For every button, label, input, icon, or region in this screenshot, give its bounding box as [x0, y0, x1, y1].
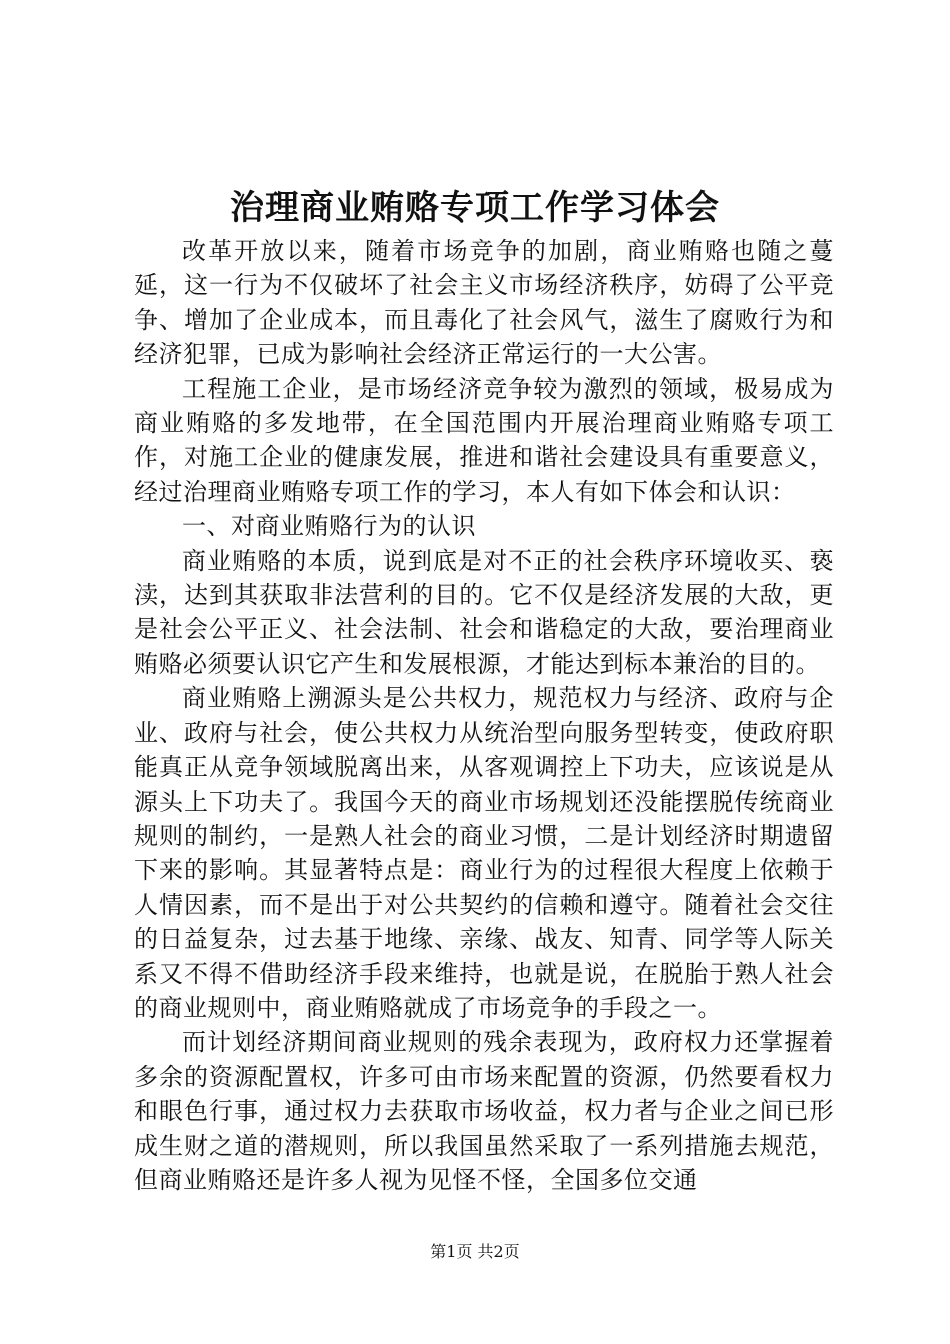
document-title: 治理商业贿赂专项工作学习体会: [230, 188, 720, 228]
paragraph: 工程施工企业，是市场经济竞争较为激烈的领域，极易成为商业贿赂的多发地带，在全国范围内开展治理商业贿赂专项工作，对施工企业的健康发展，推进和谐社会建设具有重要意义，经过治理商业贿赂专项工作的学习，本人有如下体会和认识：: [134, 374, 834, 506]
paragraph: 商业贿赂上溯源头是公共权力，规范权力与经济、政府与企业、政府与社会，使公共权力从统治型向服务型转变，使政府职能真正从竞争领域脱离出来，从客观调控上下功夫，应该说是从源头上下功夫了。我国今天的商业市场规划还没能摆脱传统商业规则的制约，一是熟人社会的商业习惯，二是计划经济时期遗留下来的影响。其显著特点是：商业行为的过程很大程度上依赖于人情因素，而不是出于对公共契约的信赖和遵守。随着社会交往的日益复杂，过去基于地缘、亲缘、战友、知青、同学等人际关系又不得不借助经济手段来维持，也就是说，在脱胎于熟人社会的商业规则中，商业贿赂就成了市场竞争的手段之一。: [134, 684, 834, 1022]
document-body: [134, 234, 834, 1197]
page-footer: 第1页 共2页: [430, 1242, 520, 1261]
paragraph: 而计划经济期间商业规则的残余表现为，政府权力还掌握着多余的资源配置权，许多可由市场来配置的资源，仍然要看权力和眼色行事，通过权力去获取市场收益，权力者与企业之间已形成生财之道的潜规则，所以我国虽然采取了一系列措施去规范，但商业贿赂还是许多人视为见怪不怪，全国多位交通: [134, 1028, 834, 1194]
paragraph: 改革开放以来，随着市场竞争的加剧，商业贿赂也随之蔓延，这一行为不仅破坏了社会主义市场经济秩序，妨碍了公平竞争、增加了企业成本，而且毒化了社会风气，滋生了腐败行为和经济犯罪，已成为影响社会经济正常运行的一大公害。: [134, 237, 834, 369]
section-heading: 一、对商业贿赂行为的认识: [182, 512, 476, 541]
paragraph: 商业贿赂的本质，说到底是对不正的社会秩序环境收买、亵渎，达到其获取非法营利的目的。它不仅是经济发展的大敌，更是社会公平正义、社会法制、社会和谐稳定的大敌，要治理商业贿赂必须要认识它产生和发展根源，才能达到标本兼治的目的。: [134, 546, 834, 678]
